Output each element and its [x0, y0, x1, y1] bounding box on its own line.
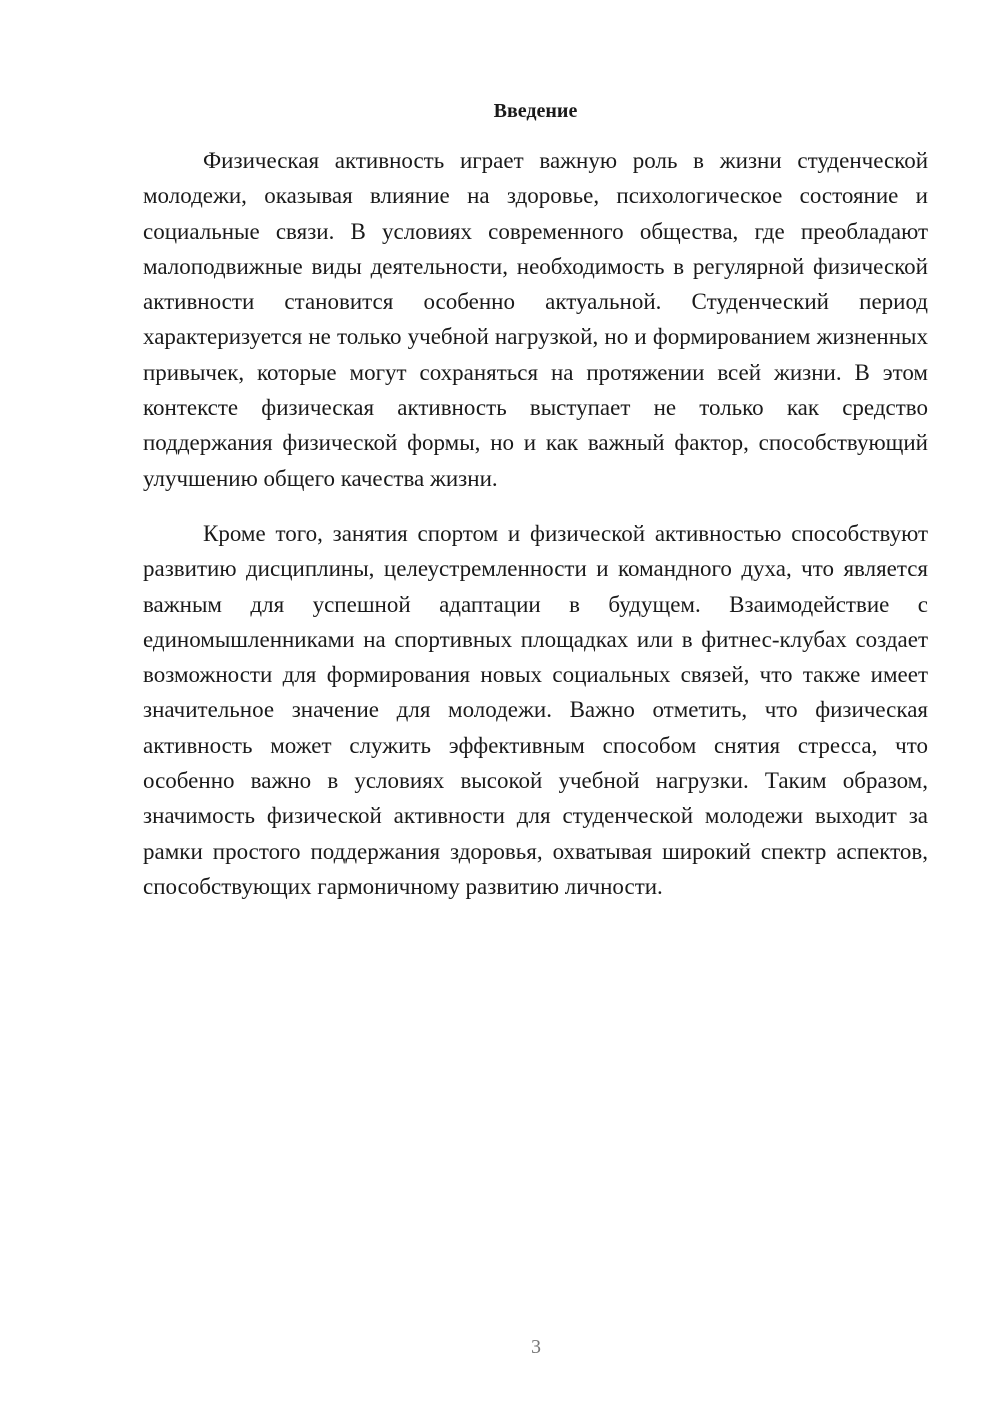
paragraph-1: Физическая активность играет важную роль в жизни студенческой молодежи, оказывая влияние на здоровье, психологическое состояние и социальные связи. В условиях современного общества, где преобладают малоподвижные виды деятельности, необходимость в регулярной физической активности становится особенно актуальной. Студенческий период характеризуется не только учебной нагрузкой, но и формированием жизненных привычек, которые могут сохраняться на протяжении всей жизни. В этом контексте физическая активность выступает не только как средство поддержания физической формы, но и как важный фактор, способствующий улучшению общего качества жизни.	[143, 148, 928, 491]
section-heading: Введение	[493, 100, 578, 122]
paragraph-2: Кроме того, занятия спортом и физической активностью способствуют развитию дисциплины, целеустремленности и командного духа, что является важным для успешной адаптации в будущем. Взаимодействие с единомышленниками на спортивных площадках или в фитнес-клубах создает возможности для формирования новых социальных связей, что также имеет значительное значение для молодежи. Важно отметить, что физическая активность может служить эффективным способом снятия стресса, что особенно важно в условиях высокой учебной нагрузки. Таким образом, значимость физической активности для студенческой молодежи выходит за рамки простого поддержания здоровья, охватывая широкий спектр аспектов, способствующих гармоничному развитию личности.	[143, 520, 928, 899]
body-text	[143, 143, 928, 904]
page-number: 3	[531, 1336, 541, 1358]
